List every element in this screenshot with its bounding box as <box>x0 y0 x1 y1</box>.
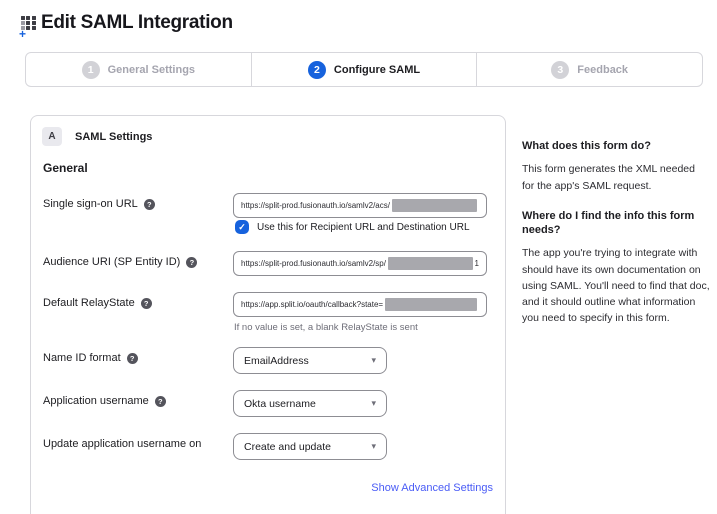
input-value: https://split-prod.fusionauth.io/samlv2/sp/ <box>241 259 386 268</box>
field-row-name-id-format <box>43 347 495 374</box>
relaystate-helper-text: If no value is set, a blank RelayState is sent <box>234 322 418 333</box>
relaystate-control <box>233 292 487 333</box>
field-row-default-relaystate <box>43 292 495 333</box>
default-relaystate-input[interactable] <box>233 292 487 317</box>
info-icon[interactable]: ? <box>141 298 152 309</box>
application-username-label: Application username ? <box>43 390 233 417</box>
step-general-settings[interactable] <box>26 53 252 86</box>
step-number-badge: 3 <box>551 61 569 79</box>
redacted-value <box>392 199 477 212</box>
app-grid-plus-icon <box>19 16 38 41</box>
caret-down-icon: ▾ <box>371 441 376 451</box>
step-number-badge: 1 <box>82 61 100 79</box>
step-feedback[interactable] <box>477 53 702 86</box>
default-relaystate-label: Default RelayState ? <box>43 292 233 333</box>
step-number-badge: 2 <box>308 61 326 79</box>
single-sign-on-url-input[interactable] <box>233 193 487 218</box>
recipient-url-checkbox-row <box>235 220 470 234</box>
field-row-single-sign-on-url <box>43 193 495 218</box>
name-id-format-label: Name ID format ? <box>43 347 233 374</box>
section-a-badge: A <box>42 127 62 146</box>
step-label: General Settings <box>107 63 196 76</box>
input-value-suffix: 1 <box>474 259 479 268</box>
redacted-value <box>385 298 477 311</box>
info-icon[interactable]: ? <box>186 257 197 268</box>
input-value: https://split-prod.fusionauth.io/samlv2/acs/ <box>241 201 390 210</box>
wizard-stepper <box>25 52 703 87</box>
page-title: Edit SAML Integration <box>41 12 233 33</box>
show-advanced-settings-link[interactable]: Show Advanced Settings <box>371 482 493 494</box>
update-username-on-select[interactable] <box>233 433 387 460</box>
checked-checkbox[interactable]: ✓ <box>235 220 249 234</box>
application-username-select[interactable] <box>233 390 387 417</box>
info-icon[interactable]: ? <box>155 396 166 407</box>
panel-header <box>42 127 152 146</box>
caret-down-icon: ▾ <box>371 355 376 365</box>
selected-value: Create and update <box>244 440 331 453</box>
step-configure-saml[interactable] <box>252 53 478 86</box>
help-text-where: The app you're trying to integrate with should have its own documentation on using SAML. You'll need to find that doc, and it should outline what information you need to specify in this form. <box>522 247 710 325</box>
update-username-on-label: Update application username on <box>43 438 202 450</box>
selected-value: EmailAddress <box>244 354 309 367</box>
section-title: SAML Settings <box>75 130 153 143</box>
input-value: https://app.split.io/oauth/callback?state= <box>241 300 384 309</box>
help-heading-what: What does this form do? <box>522 140 651 152</box>
plus-icon: + <box>19 26 27 41</box>
field-row-update-username-on <box>43 433 495 460</box>
selected-value: Okta username <box>244 397 316 410</box>
name-id-format-select[interactable] <box>233 347 387 374</box>
redacted-value <box>388 257 473 270</box>
help-text-what: This form generates the XML needed for the app's SAML request. <box>522 163 695 192</box>
step-label: Configure SAML <box>333 63 421 76</box>
info-icon[interactable]: ? <box>127 353 138 364</box>
step-label: Feedback <box>577 63 629 76</box>
checkbox-label[interactable]: Use this for Recipient URL and Destination URL <box>257 221 470 233</box>
audience-uri-label: Audience URI (SP Entity ID) ? <box>43 251 233 276</box>
info-icon[interactable]: ? <box>144 199 155 210</box>
caret-down-icon: ▾ <box>371 398 376 408</box>
help-heading-where: Where do I find the info this form needs? <box>522 209 695 237</box>
field-row-application-username <box>43 390 495 417</box>
saml-settings-panel <box>30 115 506 514</box>
help-sidebar <box>522 139 710 342</box>
field-row-audience-uri <box>43 251 495 276</box>
audience-uri-input[interactable] <box>233 251 487 276</box>
general-subsection-title: General <box>43 161 88 175</box>
page-header <box>19 12 233 41</box>
single-sign-on-url-label: Single sign-on URL ? <box>43 193 233 218</box>
